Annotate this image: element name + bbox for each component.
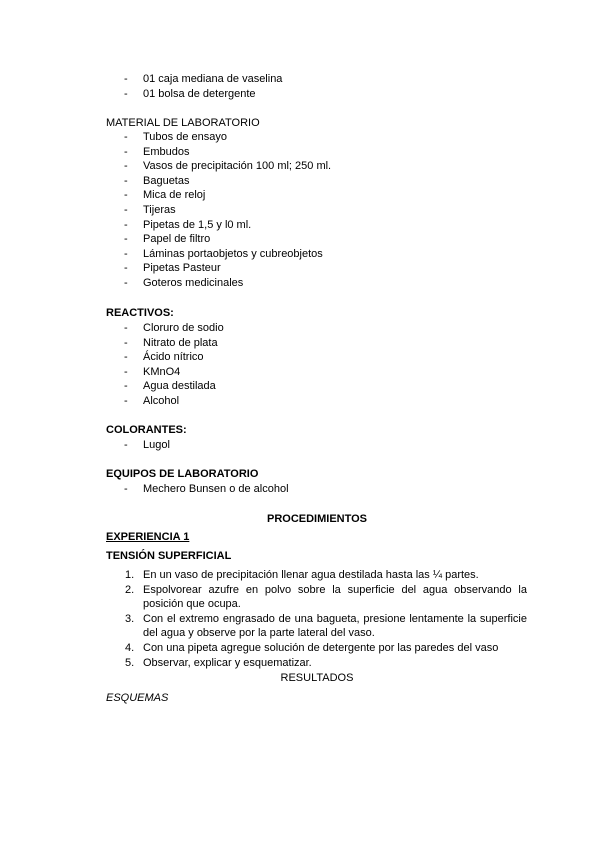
list-item <box>0 276 600 291</box>
dash-marker: - <box>124 394 128 407</box>
list-item <box>0 336 600 351</box>
list-item <box>0 394 600 409</box>
list-item-text: Cloruro de sodio <box>143 322 224 334</box>
list-item-text: Pipetas Pasteur <box>143 262 221 275</box>
list-item <box>0 261 600 276</box>
list-item <box>0 247 600 262</box>
list-item-text: Pipetas de 1,5 y l0 ml. <box>143 218 252 231</box>
dash-marker: - <box>124 322 128 334</box>
dash-marker: - <box>124 87 128 100</box>
dash-marker: - <box>124 380 128 393</box>
step-text: Con el extremo engrasado de una bagueta, presione lentamente la superficie del agua y observe por la parte lateral del vaso. <box>143 612 527 640</box>
step-number: 1. <box>125 569 135 581</box>
dash-marker: - <box>124 351 128 364</box>
list-item-text: Tijeras <box>143 203 176 216</box>
procedure-step <box>0 612 600 641</box>
tension-superficial-heading: TENSIÓN SUPERFICIAL <box>106 550 232 562</box>
reactivos-list <box>0 321 600 409</box>
esquemas-label: ESQUEMAS <box>106 692 169 704</box>
list-item <box>0 145 600 160</box>
equipos-list <box>0 482 600 497</box>
top-list <box>0 72 600 101</box>
list-item-text: Goteros medicinales <box>143 276 244 289</box>
dash-marker: - <box>124 145 128 158</box>
equipos-heading: EQUIPOS DE LABORATORIO <box>106 468 259 480</box>
material-heading: MATERIAL DE LABORATORIO <box>106 117 260 129</box>
list-item <box>0 232 600 247</box>
list-item <box>0 130 600 145</box>
dash-marker: - <box>124 262 128 275</box>
list-item <box>0 72 600 87</box>
procedimientos-heading: PROCEDIMIENTOS <box>266 513 368 525</box>
list-item-text: Mechero Bunsen o de alcohol <box>143 483 289 495</box>
list-item <box>0 379 600 394</box>
list-item-text: Mica de reloj <box>143 189 206 202</box>
list-item <box>0 203 600 218</box>
list-item-text: Nitrato de plata <box>143 336 218 349</box>
dash-marker: - <box>124 483 128 495</box>
colorantes-list <box>0 438 600 453</box>
procedure-steps <box>0 568 600 670</box>
list-item-text: 01 caja mediana de vaselina <box>143 73 283 85</box>
list-item <box>0 482 600 497</box>
procedure-step <box>0 641 600 656</box>
step-number: 4. <box>125 641 135 654</box>
list-item-text: Agua destilada <box>143 380 216 393</box>
list-item <box>0 218 600 233</box>
colorantes-heading: COLORANTES: <box>106 424 187 436</box>
dash-marker: - <box>124 189 128 202</box>
list-item-text: Ácido nítrico <box>143 351 204 364</box>
dash-marker: - <box>124 218 128 231</box>
dash-marker: - <box>124 336 128 349</box>
list-item-text: 01 bolsa de detergente <box>143 87 256 100</box>
list-item-text: Alcohol <box>143 394 180 407</box>
list-item <box>0 188 600 203</box>
list-item-text: Tubos de ensayo <box>143 131 227 143</box>
list-item <box>0 87 600 102</box>
dash-marker: - <box>124 203 128 216</box>
dash-marker: - <box>124 233 128 246</box>
dash-marker: - <box>124 73 128 85</box>
list-item-text: Baguetas <box>143 174 190 187</box>
dash-marker: - <box>124 276 128 289</box>
dash-marker: - <box>124 174 128 187</box>
step-text: Con una pipeta agregue solución de detergente por las paredes del vaso <box>143 641 499 654</box>
dash-marker: - <box>124 247 128 260</box>
list-item-text: Lugol <box>143 439 170 451</box>
experiencia-heading: EXPERIENCIA 1 <box>106 531 190 543</box>
step-text: En un vaso de precipitación llenar agua destilada hasta las ¼ partes. <box>143 569 479 581</box>
procedure-step <box>0 656 600 671</box>
list-item <box>0 350 600 365</box>
list-item <box>0 159 600 174</box>
list-item-text: Vasos de precipitación 100 ml; 250 ml. <box>143 160 332 173</box>
dash-marker: - <box>124 439 128 451</box>
dash-marker: - <box>124 365 128 378</box>
step-number: 2. <box>125 583 135 596</box>
list-item-text: Láminas portaobjetos y cubreobjetos <box>143 247 323 260</box>
list-item <box>0 365 600 380</box>
list-item-text: Papel de filtro <box>143 233 211 246</box>
list-item <box>0 174 600 189</box>
step-number: 3. <box>125 612 135 625</box>
list-item-text: Embudos <box>143 145 190 158</box>
step-text: Espolvorear azufre en polvo sobre la superficie del agua observando la posición que ocupa. <box>143 583 527 611</box>
step-text: Observar, explicar y esquematizar. <box>143 656 312 669</box>
reactivos-heading: REACTIVOS: <box>106 307 174 319</box>
dash-marker: - <box>124 131 128 143</box>
dash-marker: - <box>124 160 128 173</box>
resultados-heading: RESULTADOS <box>280 672 354 684</box>
list-item-text: KMnO4 <box>143 365 181 378</box>
list-item <box>0 438 600 453</box>
procedure-step <box>0 568 600 583</box>
procedure-step <box>0 583 600 612</box>
list-item <box>0 321 600 336</box>
material-list <box>0 130 600 291</box>
step-number: 5. <box>125 656 135 669</box>
